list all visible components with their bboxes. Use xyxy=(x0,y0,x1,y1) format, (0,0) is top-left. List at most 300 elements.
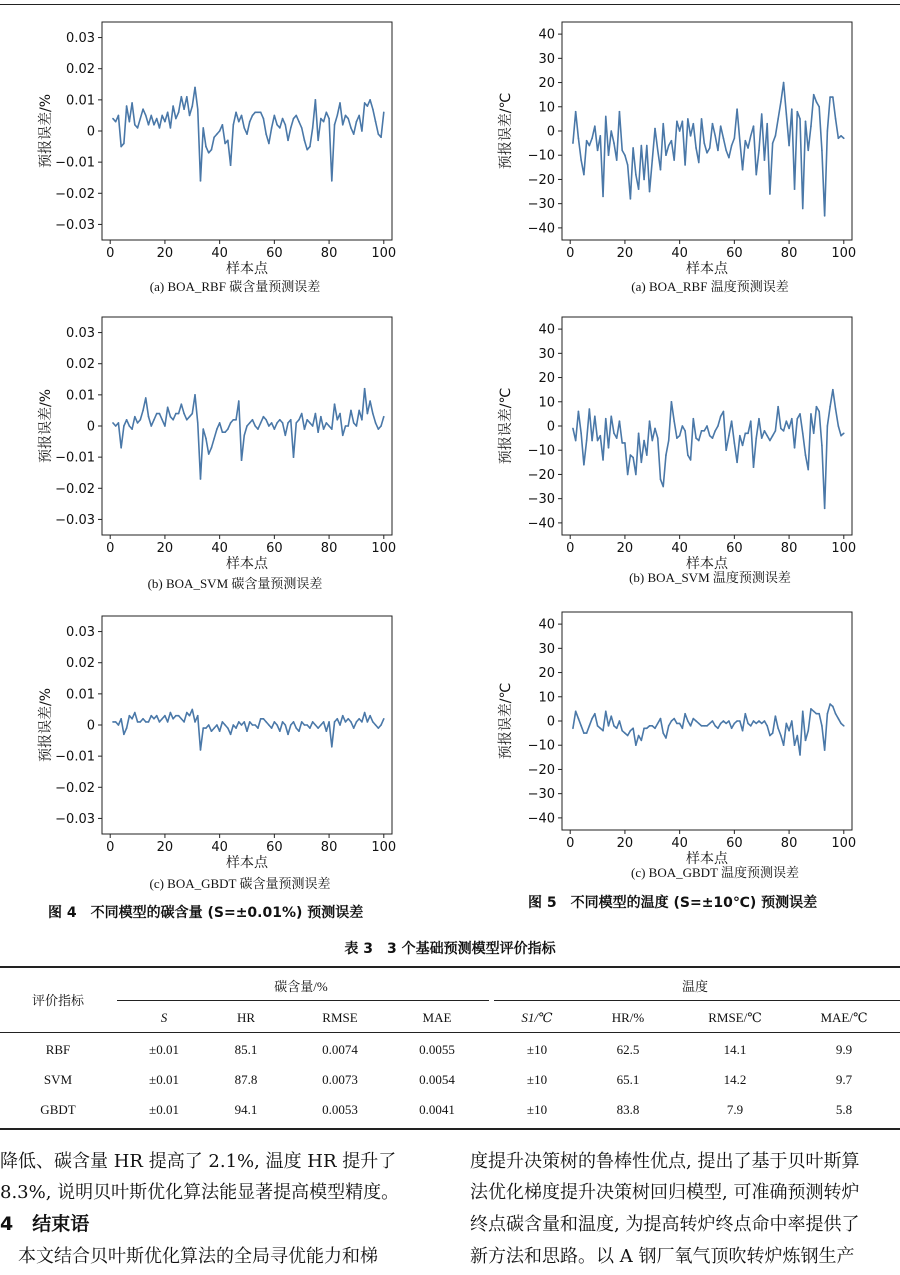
col-header: MAE/℃ xyxy=(820,1010,868,1025)
data-point xyxy=(249,721,251,723)
data-point xyxy=(274,428,276,430)
data-point xyxy=(840,723,842,725)
y-axis-label: 预报误差/% xyxy=(38,687,54,763)
data-point xyxy=(129,121,131,123)
data-point xyxy=(222,431,224,433)
chart-carbon-gbdt xyxy=(0,604,440,872)
data-point xyxy=(194,87,196,89)
data-point xyxy=(367,105,369,107)
data-point xyxy=(142,108,144,110)
chart-temp-gbdt xyxy=(460,600,900,868)
data-point xyxy=(824,508,826,510)
data-point xyxy=(583,732,585,734)
data-point xyxy=(304,428,306,430)
y-tick-label: −20 xyxy=(527,762,555,778)
data-point xyxy=(159,127,161,129)
y-tick-label: 20 xyxy=(538,76,555,92)
data-point xyxy=(115,721,117,723)
data-point xyxy=(805,740,807,742)
data-point xyxy=(380,136,382,138)
chart-svg xyxy=(460,305,900,573)
data-point xyxy=(287,422,289,424)
data-point xyxy=(589,408,591,410)
data-point xyxy=(796,111,798,113)
data-point xyxy=(120,447,122,449)
data-point xyxy=(271,127,273,129)
data-point xyxy=(657,723,659,725)
data-point xyxy=(665,454,667,456)
data-point xyxy=(263,718,265,720)
data-point xyxy=(213,727,215,729)
data-point xyxy=(282,422,284,424)
left-paragraph-line: 8.3%, 说明贝叶斯优化算法能显著提高模型精度。 xyxy=(0,1182,400,1203)
figure5-caption: 图 5 不同模型的温度 (S=±10℃) 预测误差 xyxy=(528,895,818,911)
data-point xyxy=(315,99,317,101)
data-point xyxy=(646,145,648,147)
table-cell: ±10 xyxy=(526,1072,548,1087)
data-point xyxy=(364,102,366,104)
data-point xyxy=(723,720,725,722)
data-point xyxy=(167,112,169,114)
data-point xyxy=(150,715,152,717)
data-point xyxy=(126,419,128,421)
data-point xyxy=(766,435,768,437)
data-point xyxy=(200,478,202,480)
data-point xyxy=(211,149,213,151)
data-point xyxy=(287,140,289,142)
data-point xyxy=(164,425,166,427)
chart-svg xyxy=(0,604,440,872)
data-point xyxy=(613,142,615,144)
data-point xyxy=(375,121,377,123)
x-axis-label: 样本点 xyxy=(686,556,728,572)
data-point xyxy=(589,145,591,147)
data-point xyxy=(233,124,235,126)
data-point xyxy=(818,106,820,108)
data-point xyxy=(260,112,262,114)
data-point xyxy=(769,440,771,442)
data-point xyxy=(170,127,172,129)
data-point xyxy=(383,416,385,418)
data-point xyxy=(356,425,358,427)
data-point xyxy=(219,422,221,424)
data-point xyxy=(717,425,719,427)
y-tick-label: −0.03 xyxy=(55,811,95,827)
table-cell: 9.9 xyxy=(835,1042,853,1057)
data-point xyxy=(148,124,150,126)
y-tick-label: 0.03 xyxy=(66,625,95,641)
y-tick-label: −10 xyxy=(527,148,555,164)
data-point xyxy=(358,718,360,720)
data-point xyxy=(627,164,629,166)
data-point xyxy=(189,715,191,717)
data-point xyxy=(578,411,580,413)
data-point xyxy=(613,725,615,727)
data-point xyxy=(208,453,210,455)
x-tick-label: 100 xyxy=(831,541,857,556)
data-point xyxy=(150,425,152,427)
data-point xyxy=(246,730,248,732)
data-point xyxy=(791,108,793,110)
data-point xyxy=(753,720,755,722)
data-point xyxy=(263,416,265,418)
data-point xyxy=(252,419,254,421)
y-tick-label: 30 xyxy=(538,51,555,67)
data-point xyxy=(818,713,820,715)
data-point xyxy=(698,162,700,164)
data-point xyxy=(276,422,278,424)
data-point xyxy=(742,169,744,171)
data-point xyxy=(682,425,684,427)
data-point xyxy=(810,708,812,710)
data-point xyxy=(131,102,133,104)
data-point xyxy=(167,721,169,723)
data-point xyxy=(271,727,273,729)
data-point xyxy=(224,143,226,145)
data-point xyxy=(786,420,788,422)
data-point xyxy=(624,732,626,734)
data-point xyxy=(315,413,317,415)
data-point xyxy=(832,96,834,98)
data-point xyxy=(323,721,325,723)
data-point xyxy=(219,730,221,732)
data-point xyxy=(572,727,574,729)
data-point xyxy=(750,725,752,727)
data-point xyxy=(619,111,621,113)
data-point xyxy=(246,133,248,135)
data-point xyxy=(693,418,695,420)
data-point xyxy=(326,422,328,424)
data-point xyxy=(170,712,172,714)
data-point xyxy=(624,442,626,444)
y-axis-label: 预报误差/℃ xyxy=(498,682,514,760)
data-point xyxy=(140,721,142,723)
y-tick-label: 0 xyxy=(86,124,95,140)
data-point xyxy=(758,418,760,420)
x-tick-label: 40 xyxy=(211,541,228,556)
data-point xyxy=(594,713,596,715)
data-point xyxy=(358,410,360,412)
col-header: HR/% xyxy=(611,1010,645,1025)
x-tick-label: 100 xyxy=(371,541,397,556)
data-point xyxy=(145,397,147,399)
y-tick-label: 0.02 xyxy=(66,357,95,373)
y-tick-label: 0.03 xyxy=(66,326,95,342)
data-point xyxy=(709,723,711,725)
data-point xyxy=(364,712,366,714)
right-paragraph-line: 法优化梯度提升决策树回归模型, 可准确预测转炉 xyxy=(470,1182,860,1203)
data-point xyxy=(586,732,588,734)
y-tick-label: 0 xyxy=(546,714,555,730)
data-point xyxy=(764,430,766,432)
data-point xyxy=(224,724,226,726)
data-point xyxy=(621,150,623,152)
data-point xyxy=(619,720,621,722)
data-point xyxy=(662,732,664,734)
data-point xyxy=(353,727,355,729)
data-point xyxy=(739,435,741,437)
data-point xyxy=(161,115,163,117)
table-cell: 65.1 xyxy=(616,1072,640,1087)
data-point xyxy=(600,135,602,137)
data-point xyxy=(583,174,585,176)
caption-temp-svm: (b) BOA_SVM 温度预测误差 xyxy=(629,570,791,585)
data-point xyxy=(821,150,823,152)
y-tick-label: −30 xyxy=(527,492,555,508)
data-point xyxy=(657,437,659,439)
data-point xyxy=(233,724,235,726)
data-point xyxy=(843,137,845,139)
data-point xyxy=(755,174,757,176)
y-tick-label: 0.01 xyxy=(66,388,95,404)
data-point xyxy=(651,440,653,442)
data-point xyxy=(131,718,133,720)
x-tick-label: 0 xyxy=(566,541,575,556)
table-group-temp: 温度 xyxy=(681,979,709,994)
table-row-label: RBF xyxy=(45,1042,71,1057)
data-point xyxy=(241,459,243,461)
x-tick-label: 100 xyxy=(371,246,397,261)
data-point xyxy=(345,721,347,723)
data-point xyxy=(720,723,722,725)
data-point xyxy=(651,725,653,727)
data-point xyxy=(701,725,703,727)
data-point xyxy=(123,734,125,736)
data-point xyxy=(123,425,125,427)
data-point xyxy=(813,711,815,713)
y-tick-label: −0.03 xyxy=(55,217,95,233)
data-point xyxy=(676,121,678,123)
data-point xyxy=(597,725,599,727)
y-tick-label: 0.01 xyxy=(66,687,95,703)
data-point xyxy=(112,422,114,424)
data-point xyxy=(304,724,306,726)
data-point xyxy=(189,416,191,418)
table-cell: 62.5 xyxy=(616,1042,640,1057)
data-point xyxy=(298,419,300,421)
data-point xyxy=(796,418,798,420)
data-point xyxy=(575,111,577,113)
data-point xyxy=(791,720,793,722)
table-cell: 0.0055 xyxy=(419,1042,455,1057)
data-point xyxy=(586,440,588,442)
y-tick-label: −20 xyxy=(527,467,555,483)
data-point xyxy=(282,118,284,120)
data-point xyxy=(731,727,733,729)
data-point xyxy=(235,112,237,114)
data-point xyxy=(142,410,144,412)
data-point xyxy=(673,420,675,422)
data-point xyxy=(635,174,637,176)
x-tick-label: 20 xyxy=(156,246,174,261)
x-tick-label: 40 xyxy=(671,836,688,851)
data-point xyxy=(312,425,314,427)
data-point xyxy=(260,718,262,720)
data-point xyxy=(293,118,295,120)
chart-svg xyxy=(460,10,900,278)
data-point xyxy=(843,725,845,727)
data-point xyxy=(279,730,281,732)
data-point xyxy=(137,422,139,424)
data-point xyxy=(347,118,349,120)
data-point xyxy=(662,486,664,488)
data-point xyxy=(186,712,188,714)
right-paragraph-line: 终点碳含量和温度, 为提高转炉终点命中率提供了 xyxy=(470,1214,860,1235)
data-point xyxy=(274,721,276,723)
data-point xyxy=(353,422,355,424)
data-point xyxy=(367,413,369,415)
data-point xyxy=(156,715,158,717)
data-point xyxy=(293,721,295,723)
data-point xyxy=(317,727,319,729)
data-point xyxy=(610,416,612,418)
data-point xyxy=(216,724,218,726)
data-point xyxy=(342,124,344,126)
data-point xyxy=(265,133,267,135)
y-tick-label: −0.01 xyxy=(55,749,95,765)
x-tick-label: 60 xyxy=(266,246,283,261)
data-point xyxy=(197,715,199,717)
data-point xyxy=(235,419,237,421)
data-point xyxy=(714,430,716,432)
data-point xyxy=(816,101,818,103)
series-line xyxy=(113,87,384,180)
data-point xyxy=(211,447,213,449)
data-point xyxy=(238,400,240,402)
series-line xyxy=(573,83,844,216)
data-point xyxy=(375,724,377,726)
data-point xyxy=(304,140,306,142)
x-axis-label: 样本点 xyxy=(226,261,268,277)
x-axis-label: 样本点 xyxy=(226,855,268,871)
data-point xyxy=(635,474,637,476)
y-tick-label: −10 xyxy=(527,443,555,459)
data-point xyxy=(279,127,281,129)
data-point xyxy=(829,703,831,705)
data-point xyxy=(641,740,643,742)
data-point xyxy=(309,422,311,424)
data-point xyxy=(345,115,347,117)
data-point xyxy=(747,723,749,725)
data-point xyxy=(298,121,300,123)
y-axis-label: 预报误差/% xyxy=(38,93,54,169)
data-point xyxy=(755,723,757,725)
data-point xyxy=(827,130,829,132)
data-point xyxy=(772,435,774,437)
table-row-label: SVM xyxy=(43,1072,73,1087)
table-cell: 14.2 xyxy=(723,1072,747,1087)
data-point xyxy=(646,727,648,729)
table-bottom-rule xyxy=(0,1128,900,1130)
data-point xyxy=(687,454,689,456)
data-point xyxy=(750,420,752,422)
data-point xyxy=(164,715,166,717)
y-axis-label: 预报误差/% xyxy=(38,388,54,464)
y-tick-label: 10 xyxy=(538,395,555,411)
data-point xyxy=(602,459,604,461)
data-point xyxy=(175,413,177,415)
data-point xyxy=(287,734,289,736)
data-point xyxy=(326,112,328,114)
data-point xyxy=(383,112,385,114)
data-point xyxy=(181,96,183,98)
chart-svg xyxy=(460,600,900,868)
table-cell: 14.1 xyxy=(723,1042,747,1057)
data-point xyxy=(290,127,292,129)
data-point xyxy=(279,419,281,421)
data-point xyxy=(602,730,604,732)
data-point xyxy=(676,437,678,439)
plot-frame xyxy=(562,612,852,830)
table-row-label: GBDT xyxy=(40,1102,76,1117)
data-point xyxy=(775,430,777,432)
data-point xyxy=(339,413,341,415)
data-point xyxy=(788,428,790,430)
right-paragraph-line: 度提升决策树的鲁棒性优点, 提出了基于贝叶斯算 xyxy=(470,1151,860,1172)
data-point xyxy=(230,422,232,424)
data-point xyxy=(723,137,725,139)
data-point xyxy=(679,723,681,725)
data-point xyxy=(594,416,596,418)
x-tick-label: 40 xyxy=(211,840,228,855)
data-point xyxy=(295,422,297,424)
data-point xyxy=(657,150,659,152)
data-point xyxy=(690,135,692,137)
data-point xyxy=(605,116,607,118)
data-point xyxy=(315,724,317,726)
data-point xyxy=(350,127,352,129)
data-point xyxy=(827,713,829,715)
data-point xyxy=(750,135,752,137)
data-point xyxy=(643,440,645,442)
data-point xyxy=(597,440,599,442)
data-point xyxy=(254,425,256,427)
data-point xyxy=(323,121,325,123)
data-point xyxy=(684,430,686,432)
data-point xyxy=(254,724,256,726)
data-point xyxy=(580,159,582,161)
data-point xyxy=(745,432,747,434)
data-point xyxy=(285,724,287,726)
data-point xyxy=(328,118,330,120)
y-axis-label: 预报误差/℃ xyxy=(498,387,514,465)
data-point xyxy=(783,744,785,746)
data-point xyxy=(336,419,338,421)
data-point xyxy=(380,425,382,427)
data-point xyxy=(301,127,303,129)
data-point xyxy=(252,724,254,726)
data-point xyxy=(753,125,755,127)
data-point xyxy=(197,422,199,424)
data-point xyxy=(575,711,577,713)
data-point xyxy=(662,123,664,125)
data-point xyxy=(309,146,311,148)
data-point xyxy=(780,735,782,737)
data-point xyxy=(243,435,245,437)
data-point xyxy=(211,730,213,732)
data-point xyxy=(118,115,120,117)
figure4-caption: 图 4 不同模型的碳含量 (S=±0.01%) 预测误差 xyxy=(48,905,364,921)
table-cell: 0.0053 xyxy=(322,1102,358,1117)
data-point xyxy=(350,410,352,412)
data-point xyxy=(706,152,708,154)
data-point xyxy=(123,143,125,145)
data-point xyxy=(320,118,322,120)
data-point xyxy=(660,478,662,480)
data-point xyxy=(276,724,278,726)
data-point xyxy=(227,428,229,430)
data-point xyxy=(734,723,736,725)
